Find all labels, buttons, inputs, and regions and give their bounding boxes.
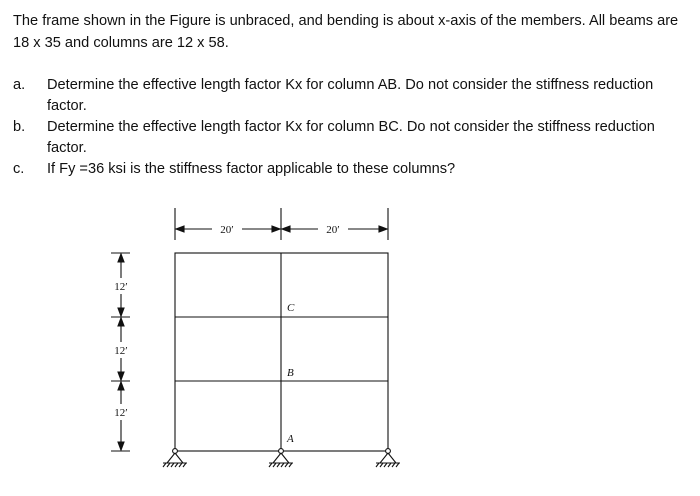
horizontal-dimension [175,208,388,240]
story-height-label: 12′ [114,281,128,293]
question-marker: c. [13,161,25,177]
question-marker: b. [13,119,26,135]
bay-width-label: 20′ [220,224,234,236]
question-text: If Fy =36 ksi is the stiffness factor applicable to these columns? [47,161,456,177]
story-height-label: 12′ [114,345,128,357]
question-marker: a. [13,77,26,93]
frame-outline [175,253,388,451]
question-text: Determine the effective length factor Kx for column AB. Do not consider the stiffness reduction factor. [47,77,654,114]
story-height-label: 12′ [114,407,128,419]
node-label-c: C [287,302,295,314]
problem-intro: The frame shown in the Figure is unbraced, and bending is about x-axis of the members. All beams are 18 x 35 and columns are 12 x 58. [13,13,679,51]
bay-width-label: 20′ [326,224,340,236]
node-label-b: B [287,367,294,379]
node-label-a: A [287,433,294,445]
question-text: Determine the effective length factor Kx for column BC. Do not consider the stiffness reduction factor. [47,119,655,156]
